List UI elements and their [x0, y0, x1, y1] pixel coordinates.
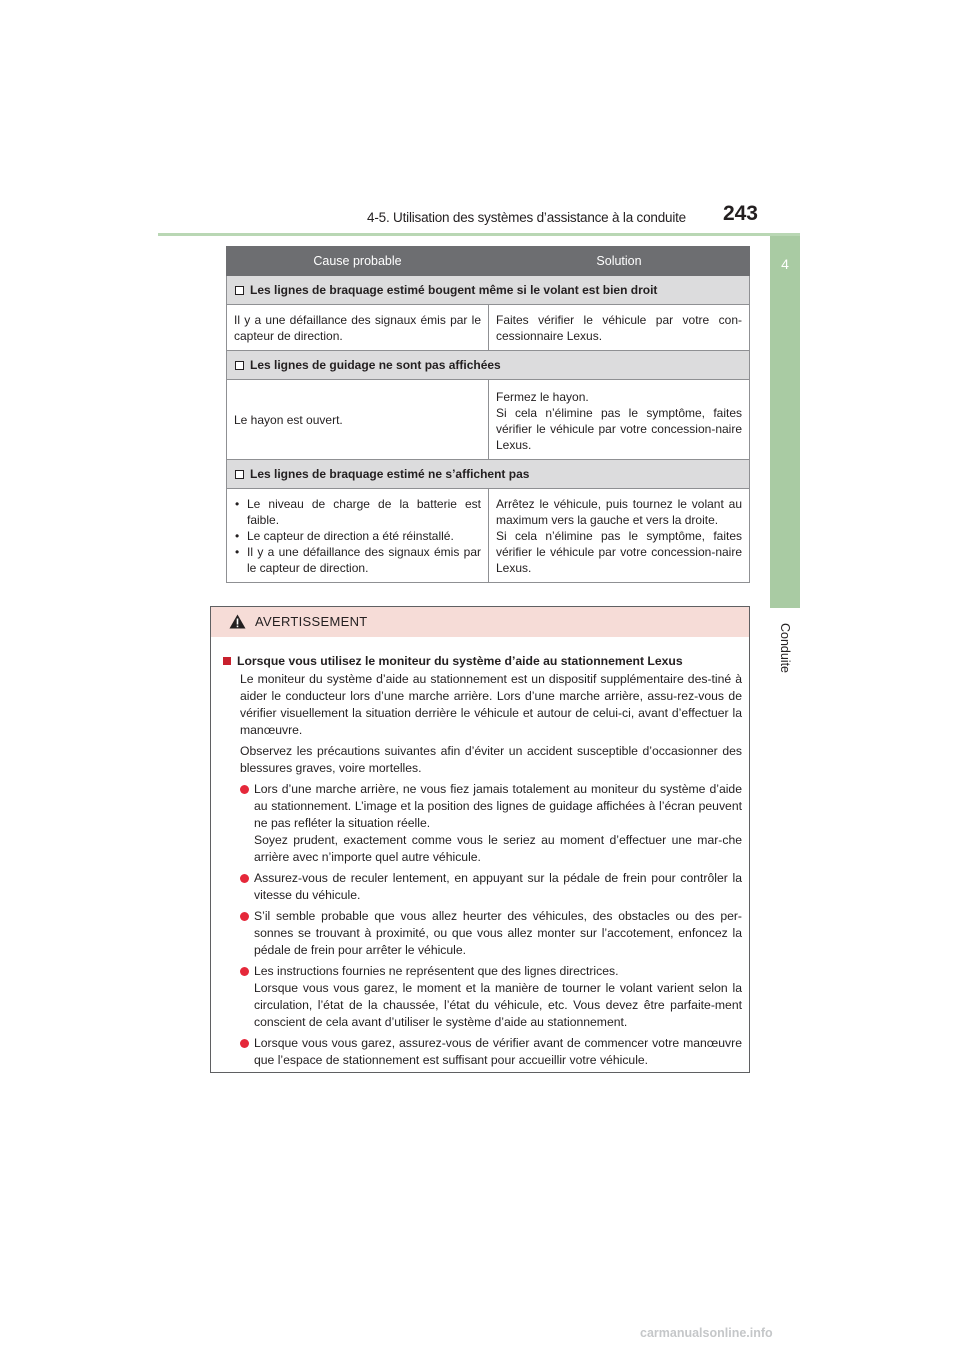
- solution-line: Si cela n’élimine pas le symptôme, faites vérifier le véhicule par votre concession-naire Lexus.: [496, 406, 742, 452]
- list-item: [240, 781, 742, 866]
- list-item: • Le capteur de direction a été réinstallé.: [234, 528, 481, 544]
- red-dot-bullet-icon: [240, 967, 249, 976]
- solution-cell: [489, 489, 750, 583]
- solution-line: Fermez le hayon.: [496, 390, 589, 404]
- cause-list: [234, 496, 481, 576]
- table-row: [227, 305, 750, 351]
- cause-cell: Le hayon est ouvert.: [227, 380, 489, 460]
- list-item: [240, 870, 742, 904]
- warning-label: AVERTISSEMENT: [255, 614, 368, 629]
- red-dot-bullet-icon: [240, 785, 249, 794]
- section-title: 4-5. Utilisation des systèmes d’assistance à la conduite: [367, 210, 686, 225]
- column-header-solution: Solution: [489, 247, 750, 276]
- red-dot-bullet-icon: [240, 1039, 249, 1048]
- table-header-row: [227, 247, 750, 276]
- solution-cell: Faites vérifier le véhicule par votre con-cessionnaire Lexus.: [489, 305, 750, 351]
- checkbox-square-icon: [235, 286, 244, 295]
- cause-cell: Il y a une défaillance des signaux émis par le capteur de direction.: [227, 305, 489, 351]
- column-header-cause: Cause probable: [227, 247, 489, 276]
- warning-subtitle-text: Lorsque vous utilisez le moniteur du système d’aide au stationnement Lexus: [237, 654, 683, 668]
- list-item-text: Lors d’une marche arrière, ne vous fiez jamais totalement au moniteur du système d’aide au stationnement. L’image et la position des lignes de guidage affichées à l’écran peuvent ne pas refléter la situation réelle.: [254, 782, 742, 830]
- chapter-number: 4: [781, 256, 789, 272]
- section-heading: [227, 276, 750, 305]
- section-heading: [227, 460, 750, 489]
- red-square-bullet-icon: [223, 657, 231, 665]
- list-item: [240, 908, 742, 959]
- table-section-row: [227, 276, 750, 305]
- section-title-text: Les lignes de guidage ne sont pas affichées: [250, 358, 501, 372]
- warning-list: [223, 781, 742, 1069]
- watermark: carmanualsonline.info: [640, 1326, 773, 1340]
- table-row: [227, 489, 750, 583]
- list-item-text: Soyez prudent, exactement comme vous le seriez au moment d’effectuer une mar-che arrière avec n’importe quel autre véhicule.: [254, 833, 742, 864]
- section-heading: [227, 351, 750, 380]
- list-item-text: Assurez-vous de reculer lentement, en appuyant sur la pédale de frein pour contrôler la vitesse du véhicule.: [254, 871, 742, 902]
- checkbox-square-icon: [235, 470, 244, 479]
- page-header: [158, 202, 800, 236]
- checkbox-square-icon: [235, 361, 244, 370]
- list-item: [240, 1035, 742, 1069]
- warning-paragraph: Le moniteur du système d’aide au stationnement est un dispositif supplémentaire des-tiné à aider le conducteur lors d’une marche arrière. Lors d’une marche arrière, assu-rez-vous de vérifier visuellement la situation derrière le véhicule et autour de celui-ci, avant d’effectuer la manœuvre.: [240, 672, 742, 737]
- section-title-text: Les lignes de braquage estimé bougent même si le volant est bien droit: [250, 283, 658, 297]
- list-item: • Il y a une défaillance des signaux émis par le capteur de direction.: [234, 544, 481, 576]
- list-item-text: Lorsque vous vous garez, le moment et la manière de tourner le volant varient selon la circulation, l’état de la chaussée, l’état du véhicule, etc. Vous devez être parfaite-ment conscient de cela avant d’utiliser le système d’aide au stationnement.: [254, 981, 742, 1029]
- header-rule: [158, 233, 800, 236]
- section-title-text: Les lignes de braquage estimé ne s’affichent pas: [250, 467, 530, 481]
- cause-cell: [227, 489, 489, 583]
- red-dot-bullet-icon: [240, 874, 249, 883]
- table-section-row: [227, 460, 750, 489]
- solution-line: Arrêtez le véhicule, puis tournez le volant au maximum vers la gauche et vers la droite.: [496, 497, 742, 527]
- warning-subtitle: [223, 653, 742, 670]
- list-item: • Le niveau de charge de la batterie est faible.: [234, 496, 481, 528]
- warning-triangle-icon: [229, 614, 246, 629]
- solution-cell: [489, 380, 750, 460]
- warning-header: [211, 607, 749, 637]
- list-item-text: Lorsque vous vous garez, assurez-vous de vérifier avant de commencer votre manœuvre que l’espace de stationnement est suffisant pour accueillir votre véhicule.: [254, 1036, 742, 1067]
- chapter-label: Conduite: [778, 622, 792, 674]
- table-section-row: [227, 351, 750, 380]
- page-number: 243: [722, 202, 758, 225]
- chapter-tab: [770, 236, 800, 608]
- solution-line: Si cela n’élimine pas le symptôme, faites vérifier le véhicule par votre concession-naire Lexus.: [496, 529, 742, 575]
- warning-body: [211, 637, 749, 1069]
- list-item-text: S’il semble probable que vous allez heurter des véhicules, des obstacles ou des per-sonnes se trouvant à proximité, ou que vous allez monter sur l’accotement, enfoncez la pédale de frein pour arrêter le véhicule.: [254, 909, 742, 957]
- list-item-text: Les instructions fournies ne représentent que des lignes directrices.: [254, 964, 619, 978]
- table-row: [227, 380, 750, 460]
- list-item: [240, 963, 742, 1031]
- warning-paragraph: Observez les précautions suivantes afin d’éviter un accident susceptible d’occasionner des blessures graves, voire mortelles.: [240, 744, 742, 775]
- red-dot-bullet-icon: [240, 912, 249, 921]
- warning-box: [210, 606, 750, 1073]
- troubleshooting-table: [226, 246, 750, 583]
